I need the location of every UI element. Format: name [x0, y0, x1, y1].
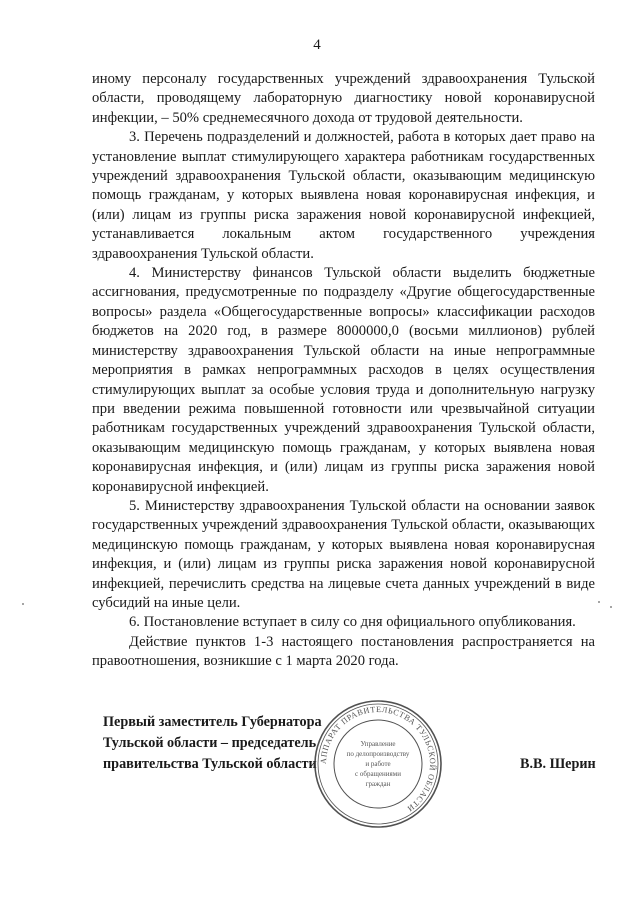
- stamp-ring-text: АППАРАТ ПРАВИТЕЛЬСТВА ТУЛЬСКОЙ ОБЛАСТИ: [318, 704, 438, 814]
- signatory-title-line: Первый заместитель Губернатора: [103, 714, 322, 730]
- paragraph-item-6: 6. Постановление вступает в силу со дня официального опубликования.: [129, 614, 576, 631]
- stamp-center-line: по делопроизводству: [346, 750, 410, 758]
- official-stamp: [312, 698, 444, 830]
- paragraph-continuation: иному персоналу государственных учреждений здравоохранения Тульской области, проводящему лабораторную диагностику новой коронавирусной инфекции, – 50% среднемесячного дохода от трудовой деятельности.: [92, 71, 595, 126]
- paragraph-item-4: 4. Министерству финансов Тульской области выделить бюджетные ассигнования, предусмотренные по подразделу «Другие общегосударственные вопросы» раздела «Общегосударственные вопросы» классификации расходов бюджетов на 2020 год, в размере 8000000,0 (восьми миллионов) рублей министерству здравоохранения Тульской области на иные непрограммные мероприятия в рамках непрограммных расходов в целях осуществления стимулирующих выплат за особые условия труда и дополнительную нагрузку при введении режима повышенной готовности или чрезвычайной ситуации работникам государственных учреждений здравоохранения Тульской области, оказывающим медицинскую помощь гражданам, у которых выявлена новая коронавирусная инфекция, и (или) лицам из группы риска заражения новой коронавирусной инфекцией.: [92, 265, 595, 495]
- stamp-center-line: граждан: [365, 780, 391, 788]
- page-number: 4: [313, 37, 321, 53]
- scan-speck: [598, 601, 600, 603]
- paragraph-effect-clause: Действие пунктов 1-3 настоящего постановления распространяется на правоотношения, возникшие с 1 марта 2020 года.: [92, 633, 595, 670]
- stamp-center-line: Управление: [360, 740, 396, 748]
- stamp-center-line: и работе: [365, 760, 391, 768]
- signatory-title-line: правительства Тульской области: [103, 756, 317, 772]
- paragraph-item-3: 3. Перечень подразделений и должностей, работа в которых дает право на установление выплат стимулирующего характера работникам государственных учреждений здравоохранения Тульской области, оказывающим медицинскую помощь гражданам, у которых выявлена новая коронавирусная инфекция, и (или) лицам из группы риска заражения новой коронавирусной инфекцией, устанавливается локальным актом государственного учреждения здравоохранения Тульской области.: [92, 129, 595, 262]
- document-body: [92, 70, 595, 672]
- paragraph-item-5: 5. Министерству здравоохранения Тульской области на основании заявок государственных учреждений здравоохранения Тульской области, оказывающих медицинскую помощь гражданам, у которых выявлена новая коронавирусная инфекция, и (или) лицам из группы риска заражения новой коронавирусной инфекцией, перечислить средства на лицевые счета данных учреждений в виде субсидий на иные цели.: [92, 497, 595, 611]
- scan-speck: [22, 603, 24, 605]
- signatory-title-line: Тульской области – председатель: [103, 735, 317, 751]
- signer-name: В.В. Шерин: [520, 756, 596, 772]
- stamp-center-line: с обращениями: [355, 770, 401, 778]
- signatory-title: [103, 712, 322, 775]
- scan-speck: [610, 606, 612, 608]
